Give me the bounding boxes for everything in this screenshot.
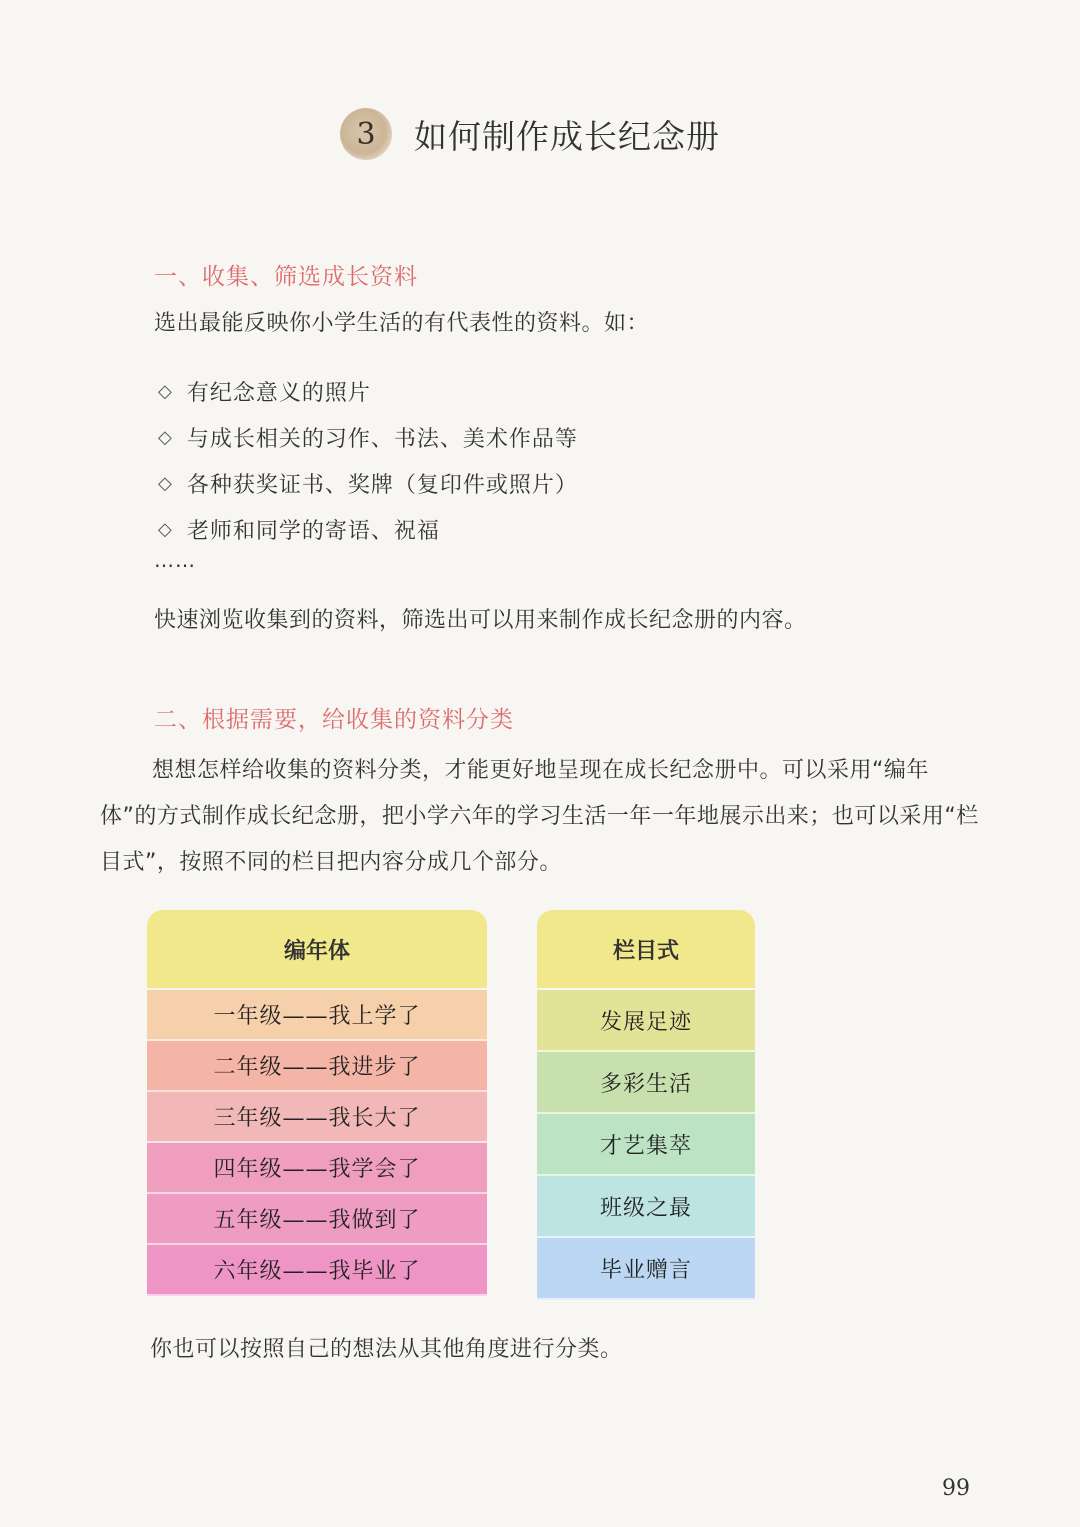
chronological-row: 四年级——我学会了 xyxy=(147,1143,487,1194)
lesson-number-badge: 3 xyxy=(340,108,392,160)
column-row: 班级之最 xyxy=(537,1176,755,1238)
list-item-text: 与成长相关的习作、书法、美术作品等 xyxy=(186,426,578,452)
list-item xyxy=(158,506,578,552)
chronological-row: 五年级——我做到了 xyxy=(147,1194,487,1245)
collect-intro: 选出最能反映你小学生活的有代表性的资料。如： xyxy=(154,311,650,336)
lesson-title xyxy=(340,108,720,160)
diamond-bullet-icon: ◇ xyxy=(158,426,173,448)
chronological-table-header: 编年体 xyxy=(147,910,487,990)
list-item xyxy=(158,414,578,460)
chronological-table xyxy=(147,910,487,1296)
diamond-bullet-icon: ◇ xyxy=(158,472,173,494)
chronological-row: 六年级——我毕业了 xyxy=(147,1245,487,1296)
review-paragraph: 快速浏览收集到的资料，筛选出可以用来制作成长纪念册的内容。 xyxy=(154,608,807,633)
list-item-text: 有纪念意义的照片 xyxy=(186,380,371,406)
diamond-bullet-icon: ◇ xyxy=(158,380,173,402)
chronological-row: 一年级——我上学了 xyxy=(147,990,487,1041)
collect-list xyxy=(158,368,578,552)
column-row: 多彩生活 xyxy=(537,1052,755,1114)
lesson-title-text: 如何制作成长纪念册 xyxy=(414,116,720,156)
classify-text: 想想怎样给收集的资料分类，才能更好地呈现在成长纪念册中。可以采用“编年体”的方式制作成长纪念册，把小学六年的学习生活一年一年地展示出来；也可以采用“栏目式”，按照不同的栏目把内容分成几个部分。 xyxy=(100,758,979,875)
diamond-bullet-icon: ◇ xyxy=(158,518,173,540)
section-heading-collect: 一、收集、筛选成长资料 xyxy=(154,264,418,290)
chronological-row: 二年级——我进步了 xyxy=(147,1041,487,1092)
chronological-row: 三年级——我长大了 xyxy=(147,1092,487,1143)
column-table-header: 栏目式 xyxy=(537,910,755,990)
list-item xyxy=(158,460,578,506)
list-item xyxy=(158,368,578,414)
column-row: 毕业赠言 xyxy=(537,1238,755,1300)
page-number: 99 xyxy=(942,1476,970,1501)
column-row: 才艺集萃 xyxy=(537,1114,755,1176)
column-table xyxy=(537,910,755,1300)
closing-paragraph: 你也可以按照自己的想法从其他角度进行分类。 xyxy=(150,1337,623,1362)
classify-paragraph xyxy=(100,748,980,886)
list-ellipsis: …… xyxy=(154,548,196,572)
column-row: 发展足迹 xyxy=(537,990,755,1052)
list-item-text: 各种获奖证书、奖牌（复印件或照片） xyxy=(186,472,578,498)
list-item-text: 老师和同学的寄语、祝福 xyxy=(186,518,440,544)
section-heading-classify: 二、根据需要，给收集的资料分类 xyxy=(154,707,514,733)
